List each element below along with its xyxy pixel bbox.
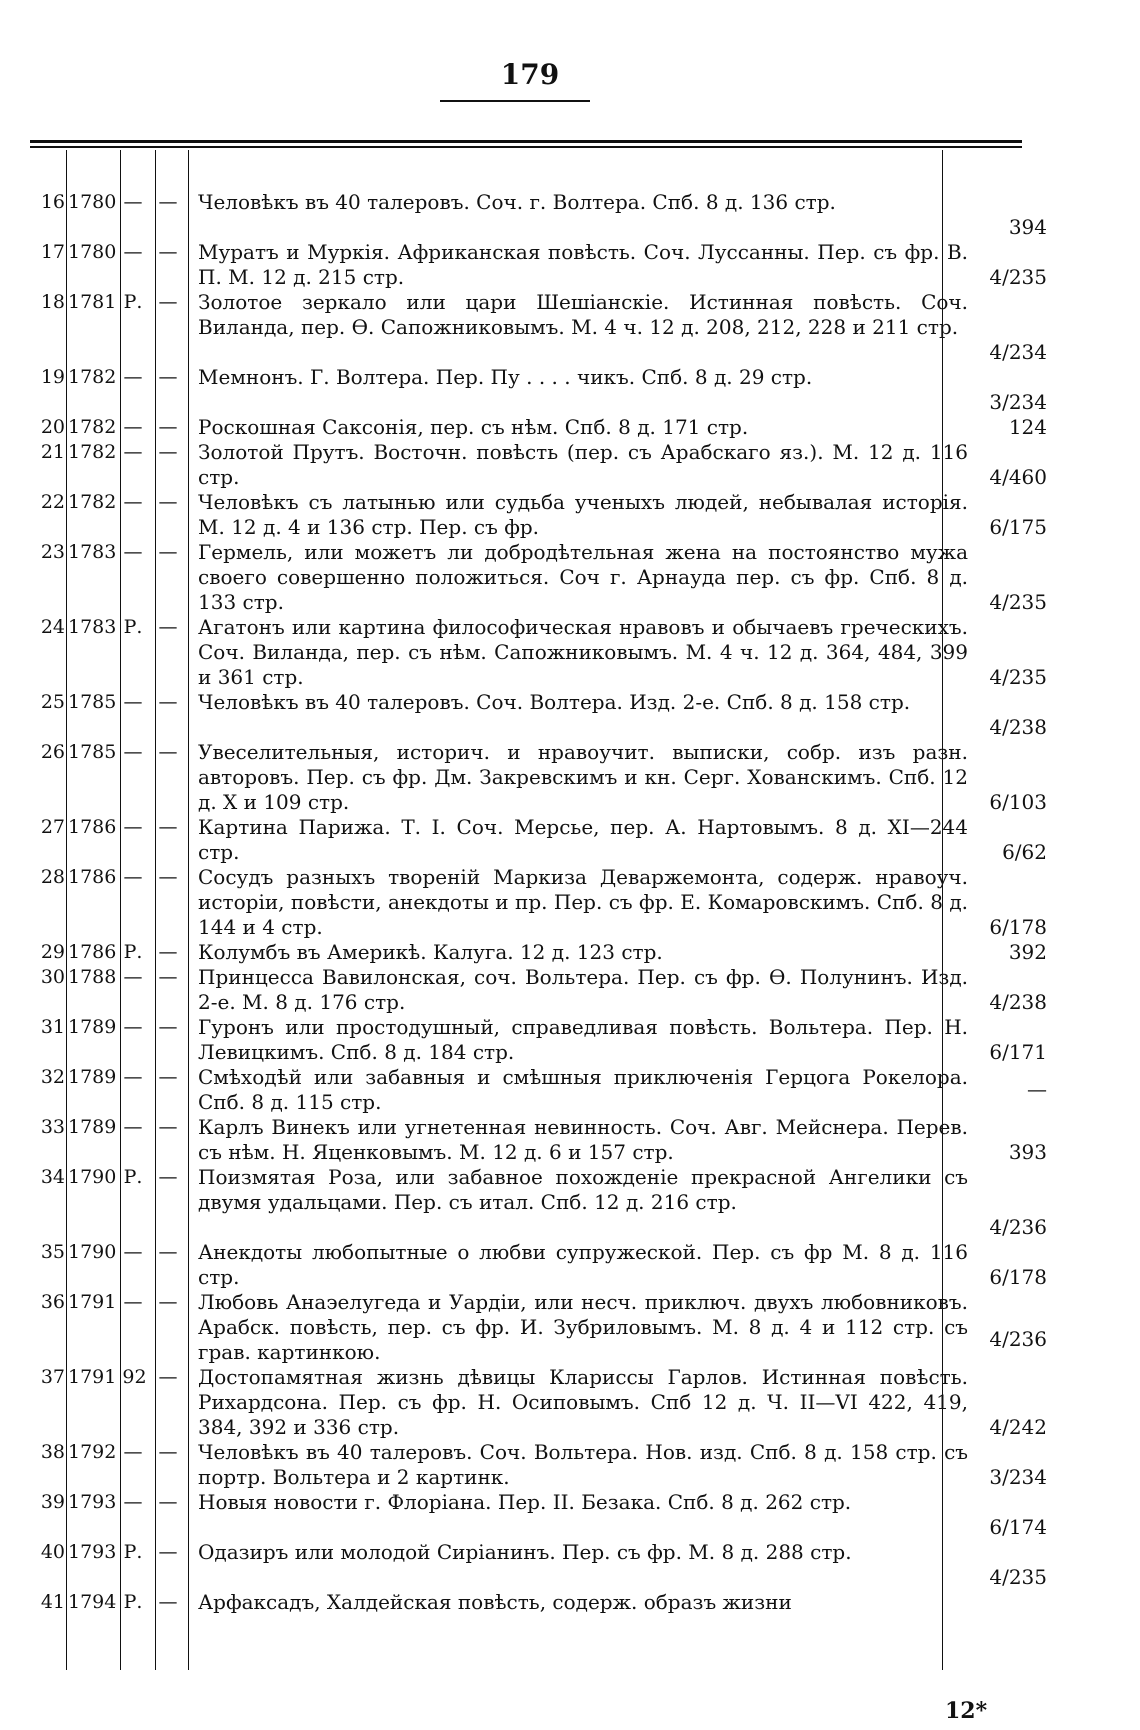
entry-number: 18 bbox=[40, 291, 65, 313]
entry-mark2: — bbox=[158, 441, 178, 463]
entry-number: 22 bbox=[40, 491, 65, 513]
entry-mark: — bbox=[123, 541, 143, 563]
entry-mark: — bbox=[123, 1016, 143, 1038]
entry-description: Человѣкъ въ 40 талеровъ. Соч. Волтера. Изд. 2-е. Спб. 8 д. 158 стр. bbox=[198, 690, 911, 714]
entry-mark: — bbox=[123, 241, 143, 263]
table-row bbox=[30, 1115, 1050, 1165]
entry-reference: 392 bbox=[1008, 940, 1047, 964]
entry-description: Муратъ и Муркія. Африканская повѣсть. Соч. Луссанны. Пер. съ фр. В. П. М. 12 д. 215 стр. bbox=[198, 240, 968, 289]
entry-mark: — bbox=[123, 966, 143, 988]
table-row bbox=[30, 440, 1050, 490]
entry-reference: 4/236 bbox=[989, 1215, 1047, 1239]
entry-year: 1788 bbox=[68, 966, 117, 988]
table-row bbox=[30, 1165, 1050, 1240]
entry-reference: 3/234 bbox=[989, 1465, 1047, 1489]
entry-number: 40 bbox=[40, 1541, 65, 1563]
entry-number: 30 bbox=[40, 966, 65, 988]
bibliography-table bbox=[30, 190, 1050, 1615]
entry-reference: 6/171 bbox=[989, 1040, 1047, 1064]
entry-mark2: — bbox=[158, 1166, 178, 1188]
entry-mark2: — bbox=[158, 741, 178, 763]
entry-mark2: — bbox=[158, 1441, 178, 1463]
entry-mark2: — bbox=[158, 941, 178, 963]
entry-number: 21 bbox=[40, 441, 65, 463]
entry-year: 1790 bbox=[68, 1241, 117, 1263]
table-row bbox=[30, 1590, 1050, 1615]
entry-year: 1790 bbox=[68, 1166, 117, 1188]
entry-year: 1785 bbox=[68, 691, 117, 713]
entry-year: 1794 bbox=[68, 1591, 117, 1613]
entry-description: Анекдоты любопытные о любви супружеской. Пер. съ фр М. 8 д. 116 стр. bbox=[198, 1240, 968, 1289]
page-number-underline bbox=[440, 100, 590, 102]
entry-number: 20 bbox=[40, 416, 65, 438]
entry-year: 1786 bbox=[68, 816, 117, 838]
entry-mark: — bbox=[123, 1066, 143, 1088]
entry-number: 27 bbox=[40, 816, 65, 838]
entry-number: 23 bbox=[40, 541, 65, 563]
entry-mark2: — bbox=[158, 1541, 178, 1563]
entry-mark2: — bbox=[158, 616, 178, 638]
table-row bbox=[30, 690, 1050, 740]
table-row bbox=[30, 1290, 1050, 1365]
entry-description: Сосудъ разныхъ твореній Маркиза Деваржемонта, содерж. нравоуч. исторіи, повѣсти, анекдоты и пр. Пер. съ фр. Е. Комаровскимъ. Спб. 8 д. 144 и 4 стр. bbox=[198, 865, 968, 939]
entry-reference: 6/178 bbox=[989, 915, 1047, 939]
entry-mark2: — bbox=[158, 491, 178, 513]
entry-year: 1782 bbox=[68, 491, 117, 513]
entry-reference: 4/235 bbox=[989, 265, 1047, 289]
entry-number: 41 bbox=[40, 1591, 65, 1613]
entry-year: 1792 bbox=[68, 1441, 117, 1463]
entry-mark: — bbox=[123, 366, 143, 388]
table-row bbox=[30, 740, 1050, 815]
entry-year: 1786 bbox=[68, 866, 117, 888]
entry-reference: 4/235 bbox=[989, 665, 1047, 689]
entry-description: Человѣкъ въ 40 талеровъ. Соч. г. Волтера. Спб. 8 д. 136 стр. bbox=[198, 190, 836, 214]
entry-mark2: — bbox=[158, 1016, 178, 1038]
entry-number: 31 bbox=[40, 1016, 65, 1038]
printer-signature: 12* bbox=[945, 1698, 988, 1724]
entry-year: 1782 bbox=[68, 366, 117, 388]
entry-mark: — bbox=[123, 1441, 143, 1463]
entry-description: Агатонъ или картина философическая нравовъ и обычаевъ греческихъ. Соч. Виланда, пер. съ нѣм. Сапожниковымъ. М. 4 ч. 12 д. 364, 484, 399 и 361 стр. bbox=[198, 615, 968, 689]
entry-number: 32 bbox=[40, 1066, 65, 1088]
entry-description: Человѣкъ въ 40 талеровъ. Соч. Вольтера. Нов. изд. Спб. 8 д. 158 стр. съ портр. Вольтера и 2 картинк. bbox=[198, 1440, 968, 1489]
entry-mark: Р. bbox=[123, 1591, 143, 1613]
entry-year: 1791 92 bbox=[68, 1366, 147, 1388]
entry-mark: — bbox=[123, 1291, 143, 1313]
entry-reference: 394 bbox=[1008, 215, 1047, 239]
entry-description: Достопамятная жизнь дѣвицы Клариссы Гарлов. Истинная повѣсть. Рихардсона. Пер. съ фр. Н. Осиповымъ. Спб 12 д. Ч. II—VI 422, 419, 384, 392 и 336 стр. bbox=[198, 1365, 968, 1439]
entry-description: Картина Парижа. Т. I. Соч. Мерсье, пер. А. Нартовымъ. 8 д. XI—244 стр. bbox=[198, 815, 968, 864]
entry-reference: 4/238 bbox=[989, 990, 1047, 1014]
entry-mark: — bbox=[123, 691, 143, 713]
entry-year: 1789 bbox=[68, 1116, 117, 1138]
entry-description: Золотое зеркало или цари Шешіанскіе. Истинная повѣсть. Соч. Виланда, пер. Ѳ. Сапожниковымъ. М. 4 ч. 12 д. 208, 212, 228 и 211 стр. bbox=[198, 290, 968, 339]
entry-reference: 4/238 bbox=[989, 715, 1047, 739]
entry-description: Гермель, или можетъ ли добродѣтельная жена на постоянство мужа своего совершенно положиться. Соч г. Арнауда пер. съ фр. Спб. 8 д. 133 стр. bbox=[198, 540, 968, 614]
entry-number: 28 bbox=[40, 866, 65, 888]
entry-mark: Р. bbox=[123, 616, 143, 638]
entry-mark: — bbox=[123, 441, 143, 463]
entry-number: 25 bbox=[40, 691, 65, 713]
header-double-rule-bottom bbox=[30, 146, 1022, 148]
entry-mark2: — bbox=[158, 691, 178, 713]
entry-description: Роскошная Саксонія, пер. съ нѣм. Спб. 8 д. 171 стр. bbox=[198, 415, 749, 439]
table-row bbox=[30, 365, 1050, 415]
entry-mark2: — bbox=[158, 366, 178, 388]
entry-reference: 4/235 bbox=[989, 590, 1047, 614]
entry-year: 1780 bbox=[68, 191, 117, 213]
entry-number: 39 bbox=[40, 1491, 65, 1513]
entry-reference: 6/175 bbox=[989, 515, 1047, 539]
entry-mark2: — bbox=[158, 866, 178, 888]
entry-year: 1785 bbox=[68, 741, 117, 763]
entry-number: 16 bbox=[40, 191, 65, 213]
table-row bbox=[30, 1440, 1050, 1490]
entry-mark: — bbox=[123, 866, 143, 888]
entry-description: Любовь Анаэелугеда и Уардіи, или несч. приключ. двухъ любовниковъ. Арабск. повѣсть, пер. съ фр. И. Зубриловымъ. М. 8 д. 4 и 112 стр. съ грав. картинкою. bbox=[198, 1290, 968, 1364]
entry-number: 29 bbox=[40, 941, 65, 963]
entry-year: 1789 bbox=[68, 1066, 117, 1088]
entry-year: 1793 bbox=[68, 1491, 117, 1513]
table-row bbox=[30, 490, 1050, 540]
entry-description: Новыя новости г. Флоріана. Пер. II. Безака. Спб. 8 д. 262 стр. bbox=[198, 1490, 852, 1514]
entry-mark2: — bbox=[158, 1491, 178, 1513]
table-row bbox=[30, 615, 1050, 690]
entry-year: 1786 bbox=[68, 941, 117, 963]
table-row bbox=[30, 1065, 1050, 1115]
entry-mark: — bbox=[123, 1241, 143, 1263]
entry-number: 34 bbox=[40, 1166, 65, 1188]
entry-number: 17 bbox=[40, 241, 65, 263]
entry-number: 19 bbox=[40, 366, 65, 388]
entry-reference: 6/103 bbox=[989, 790, 1047, 814]
entry-year: 1781 bbox=[68, 291, 117, 313]
entry-mark: — bbox=[123, 741, 143, 763]
entry-reference: 4/460 bbox=[989, 465, 1047, 489]
table-row bbox=[30, 190, 1050, 240]
table-row bbox=[30, 1490, 1050, 1540]
table-row bbox=[30, 540, 1050, 615]
entry-mark2: — bbox=[158, 541, 178, 563]
entry-reference: 6/178 bbox=[989, 1265, 1047, 1289]
entry-mark: Р. bbox=[123, 941, 143, 963]
entry-number: 33 bbox=[40, 1116, 65, 1138]
entry-year: 1780 bbox=[68, 241, 117, 263]
entry-year: 1782 bbox=[68, 441, 117, 463]
entry-year: 1783 bbox=[68, 541, 117, 563]
entry-year: 1782 bbox=[68, 416, 117, 438]
entry-description: Принцесса Вавилонская, соч. Вольтера. Пер. съ фр. Ѳ. Полунинъ. Изд. 2-е. М. 8 д. 176 стр. bbox=[198, 965, 968, 1014]
entry-description: Мемнонъ. Г. Волтера. Пер. Пу . . . . чикъ. Спб. 8 д. 29 стр. bbox=[198, 365, 813, 389]
entry-number: 37 bbox=[40, 1366, 65, 1388]
entry-mark2: — bbox=[158, 1291, 178, 1313]
table-row bbox=[30, 1015, 1050, 1065]
entry-number: 38 bbox=[40, 1441, 65, 1463]
entry-mark2: — bbox=[158, 1066, 178, 1088]
entry-number: 26 bbox=[40, 741, 65, 763]
entry-description: Гуронъ или простодушный, справедливая повѣсть. Вольтера. Пер. Н. Левицкимъ. Спб. 8 д. 184 стр. bbox=[198, 1015, 968, 1064]
entry-reference: 4/234 bbox=[989, 340, 1047, 364]
entry-reference: 124 bbox=[1008, 415, 1047, 439]
entry-mark: — bbox=[123, 816, 143, 838]
entry-mark2: — bbox=[158, 966, 178, 988]
entry-reference: — bbox=[1027, 1077, 1047, 1101]
entry-mark2: — bbox=[158, 1116, 178, 1138]
entry-description: Колумбъ въ Америкѣ. Калуга. 12 д. 123 стр. bbox=[198, 940, 663, 964]
entry-description: Человѣкъ съ латынью или судьба ученыхъ людей, небывалая исторія. М. 12 д. 4 и 136 стр. Пер. съ фр. bbox=[198, 490, 968, 539]
table-row bbox=[30, 290, 1050, 365]
entry-number: 36 bbox=[40, 1291, 65, 1313]
entry-number: 24 bbox=[40, 616, 65, 638]
table-row bbox=[30, 1540, 1050, 1590]
entry-reference: 6/174 bbox=[989, 1515, 1047, 1539]
entry-reference: 4/242 bbox=[989, 1415, 1047, 1439]
entry-mark: — bbox=[123, 1116, 143, 1138]
entry-description: Увеселительныя, историч. и нравоучит. выписки, собр. изъ разн. авторовъ. Пер. съ фр. Дм. Закревскимъ и кн. Серг. Хованскимъ. Спб. 12 д. X и 109 стр. bbox=[198, 740, 968, 814]
entry-mark2: — bbox=[158, 416, 178, 438]
table-row bbox=[30, 240, 1050, 290]
entry-mark2: — bbox=[158, 816, 178, 838]
entry-year: 1791 bbox=[68, 1291, 117, 1313]
entry-description: Смѣходѣй или забавныя и смѣшныя приключенія Герцога Рокелора. Спб. 8 д. 115 стр. bbox=[198, 1065, 968, 1114]
entry-mark: — bbox=[123, 191, 143, 213]
entry-description: Одазиръ или молодой Сиріанинъ. Пер. съ фр. М. 8 д. 288 стр. bbox=[198, 1540, 852, 1564]
table-row bbox=[30, 940, 1050, 965]
table-row bbox=[30, 815, 1050, 865]
entry-mark: Р. bbox=[123, 291, 143, 313]
entry-description: Арфаксадъ, Халдейская повѣсть, содерж. образъ жизни bbox=[198, 1590, 792, 1614]
page-number: 179 bbox=[500, 58, 560, 91]
entry-reference: 3/234 bbox=[989, 390, 1047, 414]
entry-number: 35 bbox=[40, 1241, 65, 1263]
entry-mark: — bbox=[123, 416, 143, 438]
entry-mark: Р. bbox=[123, 1541, 143, 1563]
entry-reference: 4/236 bbox=[989, 1327, 1047, 1351]
entry-reference: 6/62 bbox=[1002, 840, 1047, 864]
table-row bbox=[30, 1365, 1050, 1440]
table-row bbox=[30, 865, 1050, 940]
entry-reference: 393 bbox=[1008, 1140, 1047, 1164]
entry-mark2: — bbox=[158, 1591, 178, 1613]
entry-mark2: — bbox=[158, 191, 178, 213]
entry-mark2: — bbox=[158, 291, 178, 313]
entry-year: 1793 bbox=[68, 1541, 117, 1563]
entry-year: 1789 bbox=[68, 1016, 117, 1038]
entry-mark2: — bbox=[158, 1366, 178, 1388]
entry-mark: — bbox=[123, 491, 143, 513]
header-double-rule-top bbox=[30, 140, 1022, 143]
table-row bbox=[30, 965, 1050, 1015]
entry-mark2: — bbox=[158, 241, 178, 263]
entry-mark2: — bbox=[158, 1241, 178, 1263]
table-row bbox=[30, 1240, 1050, 1290]
entry-mark: Р. bbox=[123, 1166, 143, 1188]
entry-description: Золотой Прутъ. Восточн. повѣсть (пер. съ Арабскаго яз.). М. 12 д. 116 стр. bbox=[198, 440, 968, 489]
entry-reference: 4/235 bbox=[989, 1565, 1047, 1589]
entry-year: 1783 bbox=[68, 616, 117, 638]
entry-description: Поизмятая Роза, или забавное похожденіе прекрасной Ангелики съ двумя удальцами. Пер. съ итал. Спб. 12 д. 216 стр. bbox=[198, 1165, 968, 1214]
table-row bbox=[30, 415, 1050, 440]
entry-mark: — bbox=[123, 1491, 143, 1513]
entry-description: Карлъ Винекъ или угнетенная невинность. Соч. Авг. Мейснера. Перев. съ нѣм. Н. Яценковымъ. М. 12 д. 6 и 157 стр. bbox=[198, 1115, 968, 1164]
